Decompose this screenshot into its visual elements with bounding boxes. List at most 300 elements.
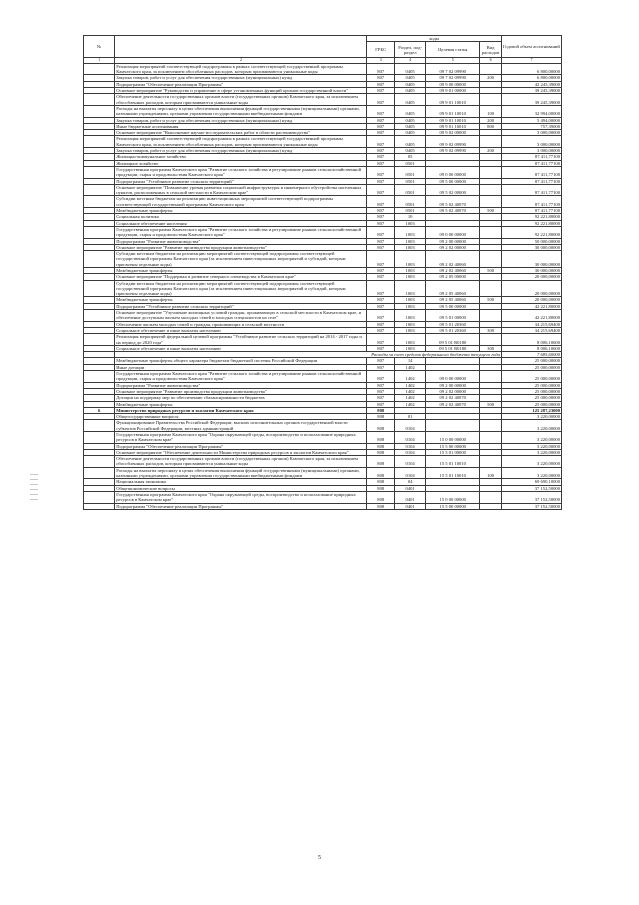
cell-expense-type xyxy=(480,334,502,346)
header-name xyxy=(115,36,367,58)
cell-expense-type xyxy=(480,503,502,509)
cell-razdel: 14 xyxy=(395,358,426,364)
cell-target-article: 09 9 00 00000 xyxy=(426,81,480,87)
cell-razdel: 1003 xyxy=(395,327,426,333)
page-number: 5 xyxy=(318,855,321,861)
cell-razdel: 1402 xyxy=(395,364,426,370)
table-row xyxy=(84,420,562,432)
cell-razdel: 0405 xyxy=(395,105,426,117)
cell-grbs: 808 xyxy=(367,449,395,455)
cell-grbs: 807 xyxy=(367,310,395,322)
cell-expense-type xyxy=(480,310,502,322)
cell-razdel: 1003 xyxy=(395,274,426,280)
cell-razdel: 01 xyxy=(395,414,426,420)
cell-target-article: 09 2 00 00000 xyxy=(426,238,480,244)
cell-grbs: 807 xyxy=(367,88,395,94)
cell-grbs: 807 xyxy=(367,345,395,351)
table-row xyxy=(84,105,562,117)
cell-name: Подпрограмма "Устойчивое развитие сельских территорий" xyxy=(115,178,367,184)
cell-target-article: 09 5 01 20360 xyxy=(426,321,480,327)
cell-target-article: 09 5 00 00000 xyxy=(426,303,480,309)
cell-name: Национальная экономика xyxy=(115,479,367,485)
cell-razdel: 0501 xyxy=(395,196,426,208)
cell-name: Подпрограмма "Устойчивое развитие сельских территорий" xyxy=(115,303,367,309)
cell-amount: 3 220,00000 xyxy=(501,432,561,444)
cell-amount: 3 220,00000 xyxy=(501,443,561,449)
cell-amount: 87 411,77100 xyxy=(501,154,561,160)
cell-name: Расходы на выплаты персоналу в целях обеспечения выполнения функций государственными (муниципальными) органами, казенными учреждениями, органами управления государственными внебюджетными фондами xyxy=(115,105,367,117)
cell-target-article: 15 5 00 00000 xyxy=(426,503,480,509)
cell-expense-type: 500 xyxy=(480,401,502,407)
cell-no xyxy=(84,94,115,106)
table-header xyxy=(84,36,562,64)
cell-name: Основное мероприятие "Руководство и управление в сфере установленных функций органов государственной власти" xyxy=(115,88,367,94)
cell-razdel: 0104 xyxy=(395,467,426,479)
cell-name: Межбюджетные трансферты xyxy=(115,267,367,273)
cell-name: Государственная программа Камчатского края "Развитие сельского хозяйства и регулирование рынков сельскохозяйственной продукции, сырья и продовольствия Камчатского края" xyxy=(115,166,367,178)
cell-grbs: 808 xyxy=(367,414,395,420)
cell-expense-type: 200 xyxy=(480,117,502,123)
cell-name: Общегосударственные вопросы xyxy=(115,414,367,420)
cell-name: Закупка товаров, работ и услуг для обеспечения государственных (муниципальных) нужд xyxy=(115,148,367,154)
cell-name: Межбюджетные трансферты xyxy=(115,208,367,214)
cell-grbs: 808 xyxy=(367,443,395,449)
cell-amount: 6 800,00000 xyxy=(501,63,561,75)
cell-amount: 5 494,00000 xyxy=(501,117,561,123)
cell-razdel: 0501 xyxy=(395,178,426,184)
cell-grbs: 808 xyxy=(367,456,395,468)
cell-expense-type xyxy=(480,94,502,106)
cell-grbs: 807 xyxy=(367,244,395,250)
cell-razdel: 1003 xyxy=(395,321,426,327)
cell-grbs: 807 xyxy=(367,401,395,407)
cell-name: Основное мероприятие "Поддержка и развитие северного оленеводства в Камчатском крае" xyxy=(115,274,367,280)
cell-target-article: 09 5 00 00000 xyxy=(426,178,480,184)
table-row xyxy=(84,456,562,468)
cell-amount: 20 000,00000 xyxy=(501,297,561,303)
cell-amount: 87 411,77100 xyxy=(501,178,561,184)
cell-target-article: 09 9 02 09990 xyxy=(426,148,480,154)
table-body xyxy=(84,63,562,509)
cell-grbs: 807 xyxy=(367,160,395,166)
cell-expense-type: 200 xyxy=(480,75,502,81)
cell-no xyxy=(84,196,115,208)
cell-no xyxy=(84,251,115,268)
table-row xyxy=(84,334,562,346)
cell-amount: 39 245,39000 xyxy=(501,88,561,94)
cell-grbs: 807 xyxy=(367,274,395,280)
cell-expense-type xyxy=(480,184,502,196)
table-row xyxy=(84,63,562,75)
cell-razdel: 0401 xyxy=(395,491,426,503)
cell-target-article: 09 5 01 R0180 xyxy=(426,345,480,351)
table-row xyxy=(84,467,562,479)
cell-name: Дотации на поддержку мер по обеспечению сбалансированности бюджетов xyxy=(115,395,367,401)
cell-grbs: 807 xyxy=(367,388,395,394)
cell-no xyxy=(84,491,115,503)
column-number: 2 xyxy=(115,58,367,64)
cell-amount: 37 152,50000 xyxy=(501,503,561,509)
table-row xyxy=(84,280,562,297)
cell-target-article: 09 9 01 10010 xyxy=(426,105,480,117)
cell-amount: 32 994,00000 xyxy=(501,105,561,117)
cell-amount: 8 006,10600 xyxy=(501,334,561,346)
cell-amount: 3 220,00000 xyxy=(501,467,561,479)
cell-target-article: 09 2 00 00000 xyxy=(426,382,480,388)
cell-no xyxy=(84,310,115,322)
cell-name: Реализация мероприятий соответствующей подпрограммы в рамках соответствующей государственной программы Камчатского края, за исключением обособленных расходов, которым присваиваются уникальные коды xyxy=(115,136,367,148)
cell-amount: 25 000,00000 xyxy=(501,401,561,407)
cell-amount: 25 000,00000 xyxy=(501,388,561,394)
cell-razdel: 1003 xyxy=(395,297,426,303)
cell-target-article: 09 5 01 20360 xyxy=(426,327,480,333)
header-amount: Годовой объем ассигнований xyxy=(501,36,561,58)
cell-razdel: 04 xyxy=(395,479,426,485)
cell-amount: 34 215,69400 xyxy=(501,327,561,333)
cell-amount: 87 411,77100 xyxy=(501,184,561,196)
cell-razdel: 0405 xyxy=(395,81,426,87)
cell-amount: 50 000,00000 xyxy=(501,238,561,244)
cell-name: Государственная программа Камчатского края "Охрана окружающей среды, воспроизводство и использование природных ресурсов в Камчатском крае" xyxy=(115,432,367,444)
cell-grbs: 808 xyxy=(367,479,395,485)
cell-target-article: 09 5 02 40070 xyxy=(426,196,480,208)
margin-marks xyxy=(30,470,40,504)
cell-expense-type: 300 xyxy=(480,327,502,333)
cell-name: Подпрограмма "Обеспечение реализации Программы" xyxy=(115,503,367,509)
cell-grbs: 807 xyxy=(367,251,395,268)
cell-amount: 42 221,80000 xyxy=(501,310,561,322)
cell-razdel: 0501 xyxy=(395,184,426,196)
header-vid: Вид расходов xyxy=(480,42,502,58)
cell-no xyxy=(84,467,115,479)
cell-name: Закупка товаров, работ и услуг для обеспечения государственных (муниципальных) нужд xyxy=(115,117,367,123)
cell-amount: 30 000,00000 xyxy=(501,267,561,273)
cell-target-article: 09 2 02 00000 xyxy=(426,244,480,250)
cell-expense-type xyxy=(480,251,502,268)
cell-no xyxy=(84,334,115,346)
cell-grbs: 807 xyxy=(367,136,395,148)
cell-amount: 3 220,00000 xyxy=(501,449,561,455)
cell-no xyxy=(84,136,115,148)
table-row xyxy=(84,503,562,509)
cell-target-article xyxy=(426,420,480,432)
cell-target-article: 15 5 01 10010 xyxy=(426,456,480,468)
cell-amount: 3 220,00000 xyxy=(501,456,561,468)
cell-amount: 20 000,00000 xyxy=(501,280,561,297)
cell-target-article: 09 2 02 40060 xyxy=(426,251,480,268)
cell-razdel: 1402 xyxy=(395,395,426,401)
cell-amount: 30 000,00000 xyxy=(501,244,561,250)
cell-expense-type: 100 xyxy=(480,467,502,479)
cell-no xyxy=(84,280,115,297)
cell-grbs: 807 xyxy=(367,364,395,370)
cell-grbs: 807 xyxy=(367,63,395,75)
cell-grbs: 807 xyxy=(367,196,395,208)
cell-name: Функционирование Правительства Российской Федерации, высших исполнительных органов государственной власти субъектов Российской Федерации, местных администраций xyxy=(115,420,367,432)
cell-no xyxy=(84,63,115,75)
cell-expense-type: 500 xyxy=(480,297,502,303)
cell-amount: 3 000,00000 xyxy=(501,148,561,154)
cell-amount: 42 245,39000 xyxy=(501,81,561,87)
cell-grbs: 808 xyxy=(367,407,395,413)
cell-name: Межбюджетные трансферты общего характера бюджетам бюджетной системы Российской Федерации xyxy=(115,358,367,364)
cell-grbs: 807 xyxy=(367,75,395,81)
cell-grbs: 807 xyxy=(367,371,395,383)
cell-grbs: 807 xyxy=(367,280,395,297)
cell-name: Закупка товаров, работ и услуг для обеспечения государственных (муниципальных) нужд xyxy=(115,75,367,81)
cell-amount: 92 221,80000 xyxy=(501,226,561,238)
cell-amount: 34 215,69400 xyxy=(501,321,561,327)
cell-no xyxy=(84,166,115,178)
cell-razdel: 1402 xyxy=(395,388,426,394)
cell-name: Государственная программа Камчатского края "Развитие сельского хозяйства и регулирование рынков сельскохозяйственной продукции, сырья и продовольствия Камчатского края" xyxy=(115,371,367,383)
cell-name: Жилищное хозяйство xyxy=(115,160,367,166)
cell-grbs: 807 xyxy=(367,208,395,214)
cell-amount: 6 800,00000 xyxy=(501,75,561,81)
cell-target-article: 09 2 02 40070 xyxy=(426,401,480,407)
cell-target-article: 09 7 02 09990 xyxy=(426,75,480,81)
cell-name: Общеэкономические вопросы xyxy=(115,485,367,491)
cell-grbs: 807 xyxy=(367,382,395,388)
cell-name: Субсидии местным бюджетам на реализацию инвестиционных мероприятий соответствующей подпрограммы соответствующей государственной программы Камчатского края xyxy=(115,196,367,208)
cell-name: Социальная политика xyxy=(115,214,367,220)
cell-target-article: 15 5 01 00000 xyxy=(426,449,480,455)
cell-grbs: 807 xyxy=(367,327,395,333)
cell-name: Социальное обеспечение населения xyxy=(115,220,367,226)
cell-grbs: 807 xyxy=(367,297,395,303)
cell-grbs: 807 xyxy=(367,267,395,273)
cell-expense-type: 200 xyxy=(480,148,502,154)
cell-razdel: 0405 xyxy=(395,148,426,154)
cell-razdel: 0405 xyxy=(395,136,426,148)
cell-razdel: 1003 xyxy=(395,345,426,351)
cell-target-article: 09 9 01 10010 xyxy=(426,123,480,129)
cell-target-article: 09 5 01 00000 xyxy=(426,310,480,322)
cell-amount: 69 690,10000 xyxy=(501,479,561,485)
table-row xyxy=(84,196,562,208)
cell-grbs: 807 xyxy=(367,178,395,184)
cell-grbs: 807 xyxy=(367,321,395,327)
cell-amount: 7 685,60000 xyxy=(501,352,561,358)
cell-razdel: 0104 xyxy=(395,420,426,432)
cell-name: Обеспечение жильем молодых семей и граждан, проживающих в сельской местности xyxy=(115,321,367,327)
cell-razdel: 0405 xyxy=(395,117,426,123)
cell-expense-type xyxy=(480,166,502,178)
cell-name: Основное мероприятие "Развитие производства продукции животноводства" xyxy=(115,244,367,250)
cell-razdel: 1003 xyxy=(395,220,426,226)
header-csr: Целевая статья xyxy=(426,42,480,58)
cell-grbs: 807 xyxy=(367,148,395,154)
cell-razdel: 0501 xyxy=(395,166,426,178)
cell-no xyxy=(84,105,115,117)
cell-razdel: 0104 xyxy=(395,456,426,468)
cell-name: Основное мероприятие "Развитие производства продукции животноводства" xyxy=(115,388,367,394)
table-row xyxy=(84,310,562,322)
cell-name: Межбюджетные трансферты xyxy=(115,297,367,303)
cell-amount: 87 411,77100 xyxy=(501,208,561,214)
cell-expense-type xyxy=(480,456,502,468)
cell-target-article: 09 0 00 00000 xyxy=(426,166,480,178)
cell-amount: 39 245,39000 xyxy=(501,94,561,106)
cell-target-article: 09 0 00 00000 xyxy=(426,371,480,383)
cell-razdel: 0501 xyxy=(395,160,426,166)
column-number: 4 xyxy=(395,58,426,64)
cell-expense-type: 500 xyxy=(480,208,502,214)
cell-expense-type xyxy=(480,136,502,148)
cell-razdel: 0401 xyxy=(395,485,426,491)
cell-expense-type xyxy=(480,280,502,297)
cell-expense-type xyxy=(480,226,502,238)
cell-grbs: 807 xyxy=(367,358,395,364)
cell-razdel: 1003 xyxy=(395,310,426,322)
cell-target-article: 09 7 02 09990 xyxy=(426,63,480,75)
cell-grbs: 807 xyxy=(367,220,395,226)
cell-razdel: 0405 xyxy=(395,63,426,75)
cell-no: 6 xyxy=(84,407,115,413)
table-row xyxy=(84,226,562,238)
cell-name: Обеспечение деятельности государственных органов власти (государственных органов) Камчатского края, за исключением обособленных расходов, которым присваиваются уникальные коды xyxy=(115,94,367,106)
table-row xyxy=(84,432,562,444)
cell-target-article: 09 2 05 40060 xyxy=(426,280,480,297)
cell-name: Расходы на выплаты персоналу в целях обеспечения выполнения функций государственными (муниципальными) органами, казенными учреждениями, органами управления государственными внебюджетными фондами xyxy=(115,467,367,479)
table-row xyxy=(84,166,562,178)
cell-target-article: 09 2 05 00000 xyxy=(426,274,480,280)
cell-target-article: 09 9 01 00000 xyxy=(426,88,480,94)
cell-target-article: 15 0 00 00000 xyxy=(426,491,480,503)
cell-no xyxy=(84,503,115,509)
cell-name: Иные дотации xyxy=(115,364,367,370)
cell-target-article: 15 5 00 00000 xyxy=(426,443,480,449)
table-row xyxy=(84,94,562,106)
cell-grbs: 807 xyxy=(367,123,395,129)
table-row xyxy=(84,491,562,503)
header-codes: коды xyxy=(367,36,502,42)
cell-name: Подпрограмма "Обеспечение реализации Программы" xyxy=(115,81,367,87)
cell-grbs: 807 xyxy=(367,303,395,309)
cell-razdel: 0104 xyxy=(395,443,426,449)
cell-name: Субсидии местным бюджетам на реализацию мероприятий соответствующей подпрограммы соответствующей государственной программы Камчатского края (за исключением инвестиционных мероприятий и субсидий, которым присвоены отдельные коды) xyxy=(115,280,367,297)
cell-amount: 92 221,80000 xyxy=(501,220,561,226)
cell-expense-type: 800 xyxy=(480,123,502,129)
cell-razdel: 1003 xyxy=(395,334,426,346)
cell-name: Реализация мероприятий федеральной целевой программы "Устойчивое развитие сельских территорий на 2014 - 2017 годы и на период до 2020 года" xyxy=(115,334,367,346)
cell-grbs: 807 xyxy=(367,238,395,244)
cell-no xyxy=(84,371,115,383)
cell-amount: 92 221,80000 xyxy=(501,214,561,220)
cell-razdel: 0104 xyxy=(395,432,426,444)
cell-amount: 3 000,00000 xyxy=(501,136,561,148)
cell-grbs: 807 xyxy=(367,94,395,106)
cell-grbs: 807 xyxy=(367,395,395,401)
cell-grbs: 807 xyxy=(367,81,395,87)
cell-amount: 125 287,23000 xyxy=(501,407,561,413)
cell-razdel: 1003 xyxy=(395,267,426,273)
cell-razdel: 1003 xyxy=(395,244,426,250)
budget-table xyxy=(83,35,562,510)
cell-amount: 87 411,77100 xyxy=(501,160,561,166)
cell-target-article: 09 5 01 R0180 xyxy=(426,334,480,346)
cell-target-article: 09 2 02 40060 xyxy=(426,267,480,273)
cell-target-article: 15 0 00 00000 xyxy=(426,432,480,444)
cell-amount: 25 000,00000 xyxy=(501,395,561,401)
cell-grbs: 807 xyxy=(367,166,395,178)
cell-grbs: 807 xyxy=(367,184,395,196)
cell-razdel: 05 xyxy=(395,154,426,160)
cell-name: Основное мероприятие "Обеспечение деятельности Министерства природных ресурсов и экологии Камчатского края" xyxy=(115,449,367,455)
cell-name: Подпрограмма "Обеспечение реализации Программы" xyxy=(115,443,367,449)
cell-target-article: 09 5 02 40070 xyxy=(426,208,480,214)
cell-razdel: 0401 xyxy=(395,503,426,509)
cell-amount: 757,39000 xyxy=(501,123,561,129)
cell-name: Основное мероприятие "Повышение уровня развития социальной инфраструктуры и инженерного обустройства населенных пунктов, расположенных в сельской местности в Камчатском крае" xyxy=(115,184,367,196)
cell-expense-type xyxy=(480,371,502,383)
cell-amount: 8 006,10600 xyxy=(501,345,561,351)
cell-razdel: 1003 xyxy=(395,280,426,297)
cell-target-article: 09 2 02 40070 xyxy=(426,395,480,401)
cell-target-article: 09 9 01 10010 xyxy=(426,94,480,106)
header-grbs: ГРБС xyxy=(367,42,395,58)
cell-target-article: 09 9 02 00000 xyxy=(426,130,480,136)
cell-razdel: 1003 xyxy=(395,251,426,268)
cell-grbs: 808 xyxy=(367,420,395,432)
cell-expense-type xyxy=(480,196,502,208)
cell-no xyxy=(84,226,115,238)
cell-grbs: 808 xyxy=(367,467,395,479)
cell-name: Субсидии местным бюджетам на реализацию мероприятий соответствующей подпрограммы соответствующей государственной программы Камчатского края (за исключением инвестиционных мероприятий и субсидий, которым присвоены отдельные коды) xyxy=(115,251,367,268)
header-no: № xyxy=(84,36,115,58)
cell-razdel: 0405 xyxy=(395,123,426,129)
cell-grbs: 807 xyxy=(367,105,395,117)
cell-amount: 3 000,00000 xyxy=(501,130,561,136)
cell-amount: 37 152,50000 xyxy=(501,491,561,503)
cell-grbs: 808 xyxy=(367,485,395,491)
cell-grbs: 808 xyxy=(367,503,395,509)
cell-razdel: 0405 xyxy=(395,130,426,136)
cell-razdel: 1402 xyxy=(395,382,426,388)
cell-no xyxy=(84,432,115,444)
cell-razdel: 10 xyxy=(395,214,426,220)
cell-amount: 37 152,50000 xyxy=(501,485,561,491)
column-number: 1 xyxy=(84,58,115,64)
cell-expense-type xyxy=(480,491,502,503)
cell-amount: 3 220,00000 xyxy=(501,420,561,432)
cell-name: Основное мероприятие "Улучшение жилищных условий граждан, проживающих в сельской местности в Камчатском крае, и обеспечение доступным жильем молодых семей и молодых специалистов на селе" xyxy=(115,310,367,322)
cell-grbs: 807 xyxy=(367,334,395,346)
cell-amount: 25 000,00000 xyxy=(501,371,561,383)
cell-razdel: 1402 xyxy=(395,371,426,383)
cell-razdel: 0405 xyxy=(395,75,426,81)
cell-grbs: 808 xyxy=(367,432,395,444)
cell-name: Государственная программа Камчатского края "Развитие сельского хозяйства и регулирование рынков сельскохозяйственной продукции, сырья и продовольствия Камчатского края" xyxy=(115,226,367,238)
cell-note: Расходы за счет средств федерального бюджета текущего года xyxy=(115,352,502,358)
cell-no xyxy=(84,184,115,196)
cell-target-article: 15 5 01 10010 xyxy=(426,467,480,479)
cell-amount: 25 000,00000 xyxy=(501,382,561,388)
cell-no xyxy=(84,456,115,468)
cell-name: Подпрограмма "Развитие животноводства" xyxy=(115,382,367,388)
cell-razdel: 0104 xyxy=(395,449,426,455)
header-razdel: Раздел, под-раздел xyxy=(395,42,426,58)
table-row xyxy=(84,251,562,268)
cell-grbs: 807 xyxy=(367,117,395,123)
cell-target-article: 09 2 02 00000 xyxy=(426,388,480,394)
column-number: 5 xyxy=(426,58,480,64)
table-row xyxy=(84,371,562,383)
cell-amount: 3 220,00000 xyxy=(501,414,561,420)
cell-amount: 25 000,00000 xyxy=(501,358,561,364)
column-number: 7 xyxy=(501,58,561,64)
cell-expense-type: 500 xyxy=(480,267,502,273)
